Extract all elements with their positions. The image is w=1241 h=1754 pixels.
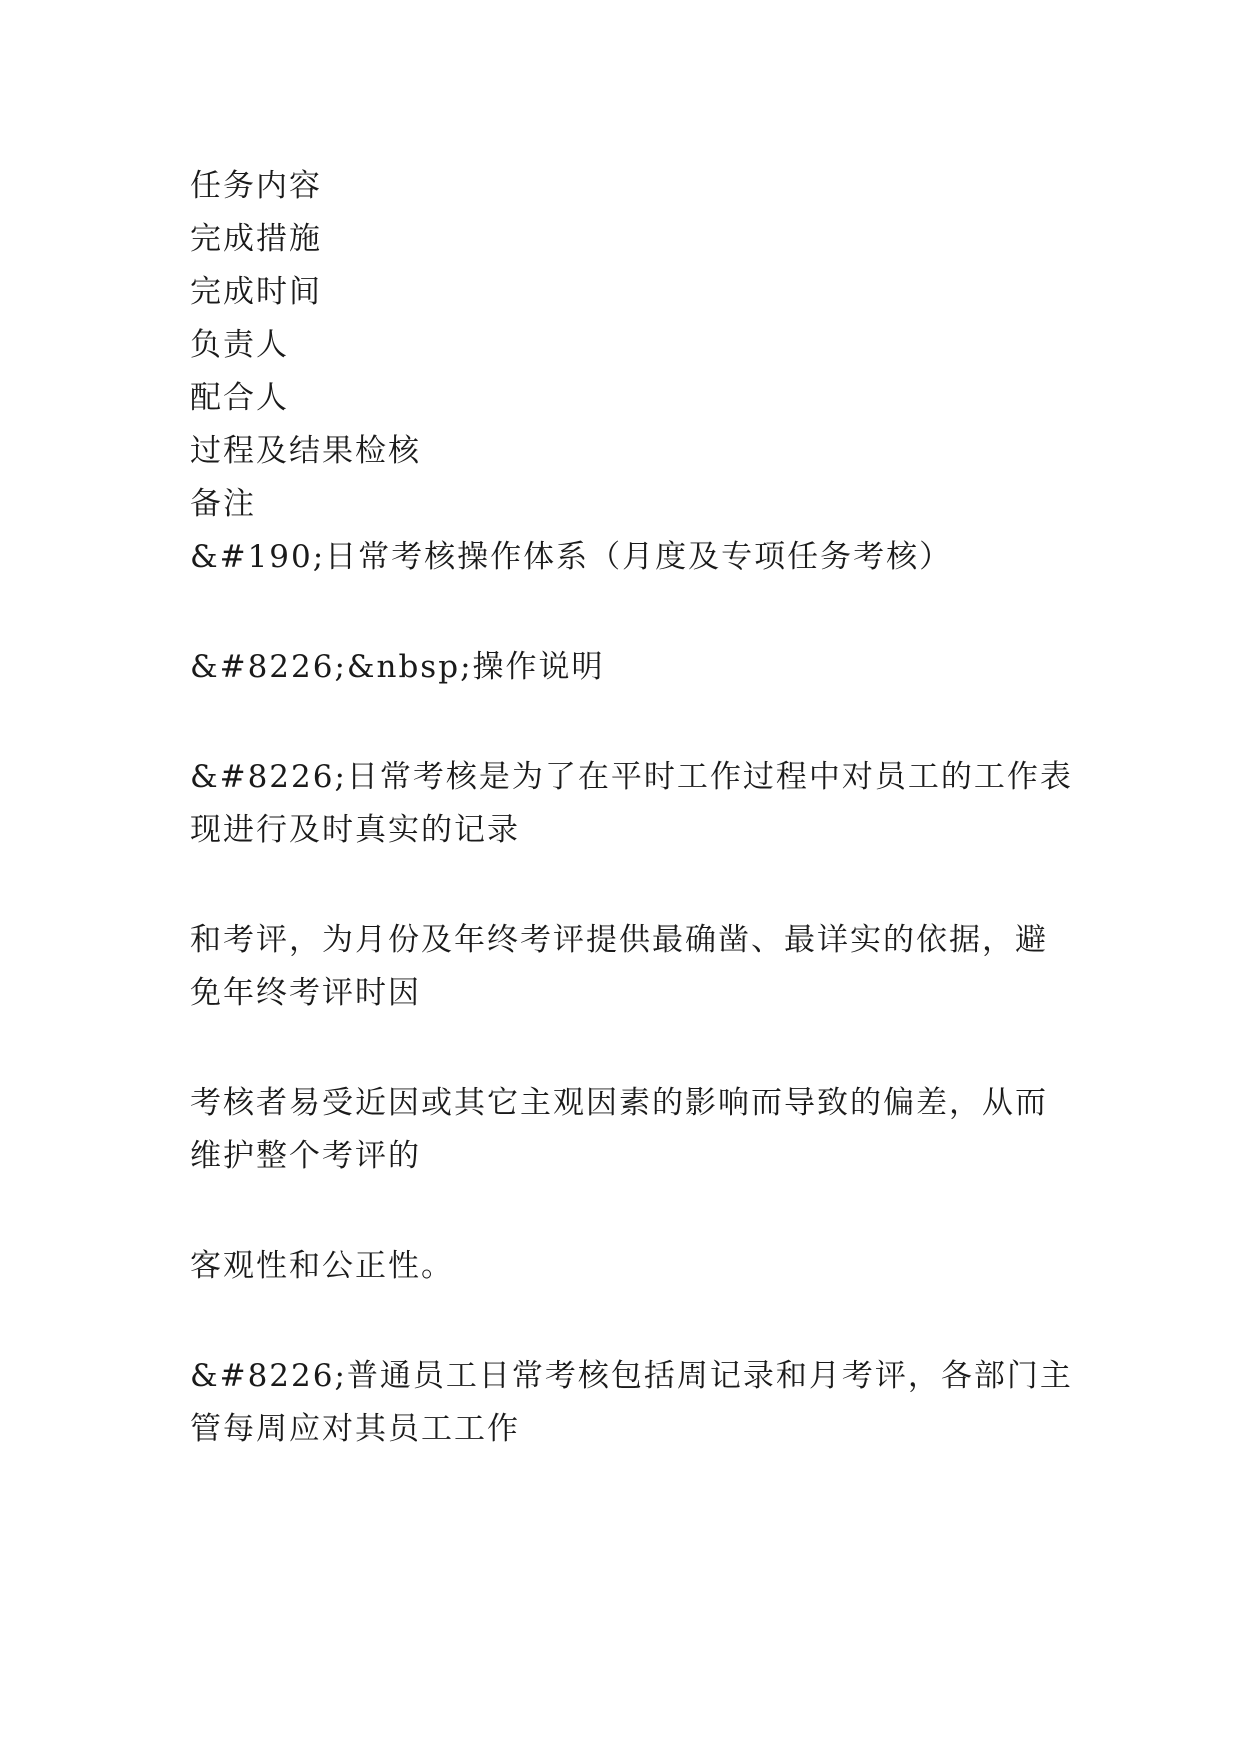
- paragraph-5-line-2: 管每周应对其员工工作: [190, 1411, 520, 1447]
- paragraph-2-line-2: 免年终考评时因: [190, 975, 421, 1011]
- field-label-remarks: 备注: [190, 486, 256, 522]
- section-heading: &#190;日常考核操作体系（月度及专项任务考核）: [190, 539, 953, 575]
- field-label-measures: 完成措施: [190, 221, 322, 257]
- paragraph-3-line-2: 维护整个考评的: [190, 1138, 421, 1174]
- paragraph-2-line-1: 和考评，为月份及年终考评提供最确凿、最详实的依据，避: [190, 922, 1048, 958]
- field-label-process-review: 过程及结果检核: [190, 433, 421, 469]
- field-label-completion-time: 完成时间: [190, 274, 322, 310]
- paragraph-4-line-1: 客观性和公正性。: [190, 1248, 454, 1284]
- paragraph-3-line-1: 考核者易受近因或其它主观因素的影响而导致的偏差，从而: [190, 1085, 1048, 1121]
- field-label-cooperator: 配合人: [190, 380, 289, 416]
- paragraph-5-line-1: &#8226;普通员工日常考核包括周记录和月考评，各部门主: [190, 1358, 1073, 1394]
- sub-heading: &#8226;&nbsp;操作说明: [190, 649, 605, 685]
- field-label-task-content: 任务内容: [190, 168, 322, 204]
- field-label-responsible-person: 负责人: [190, 327, 289, 363]
- paragraph-1-line-2: 现进行及时真实的记录: [190, 812, 520, 848]
- paragraph-1-line-1: &#8226;日常考核是为了在平时工作过程中对员工的工作表: [190, 759, 1073, 795]
